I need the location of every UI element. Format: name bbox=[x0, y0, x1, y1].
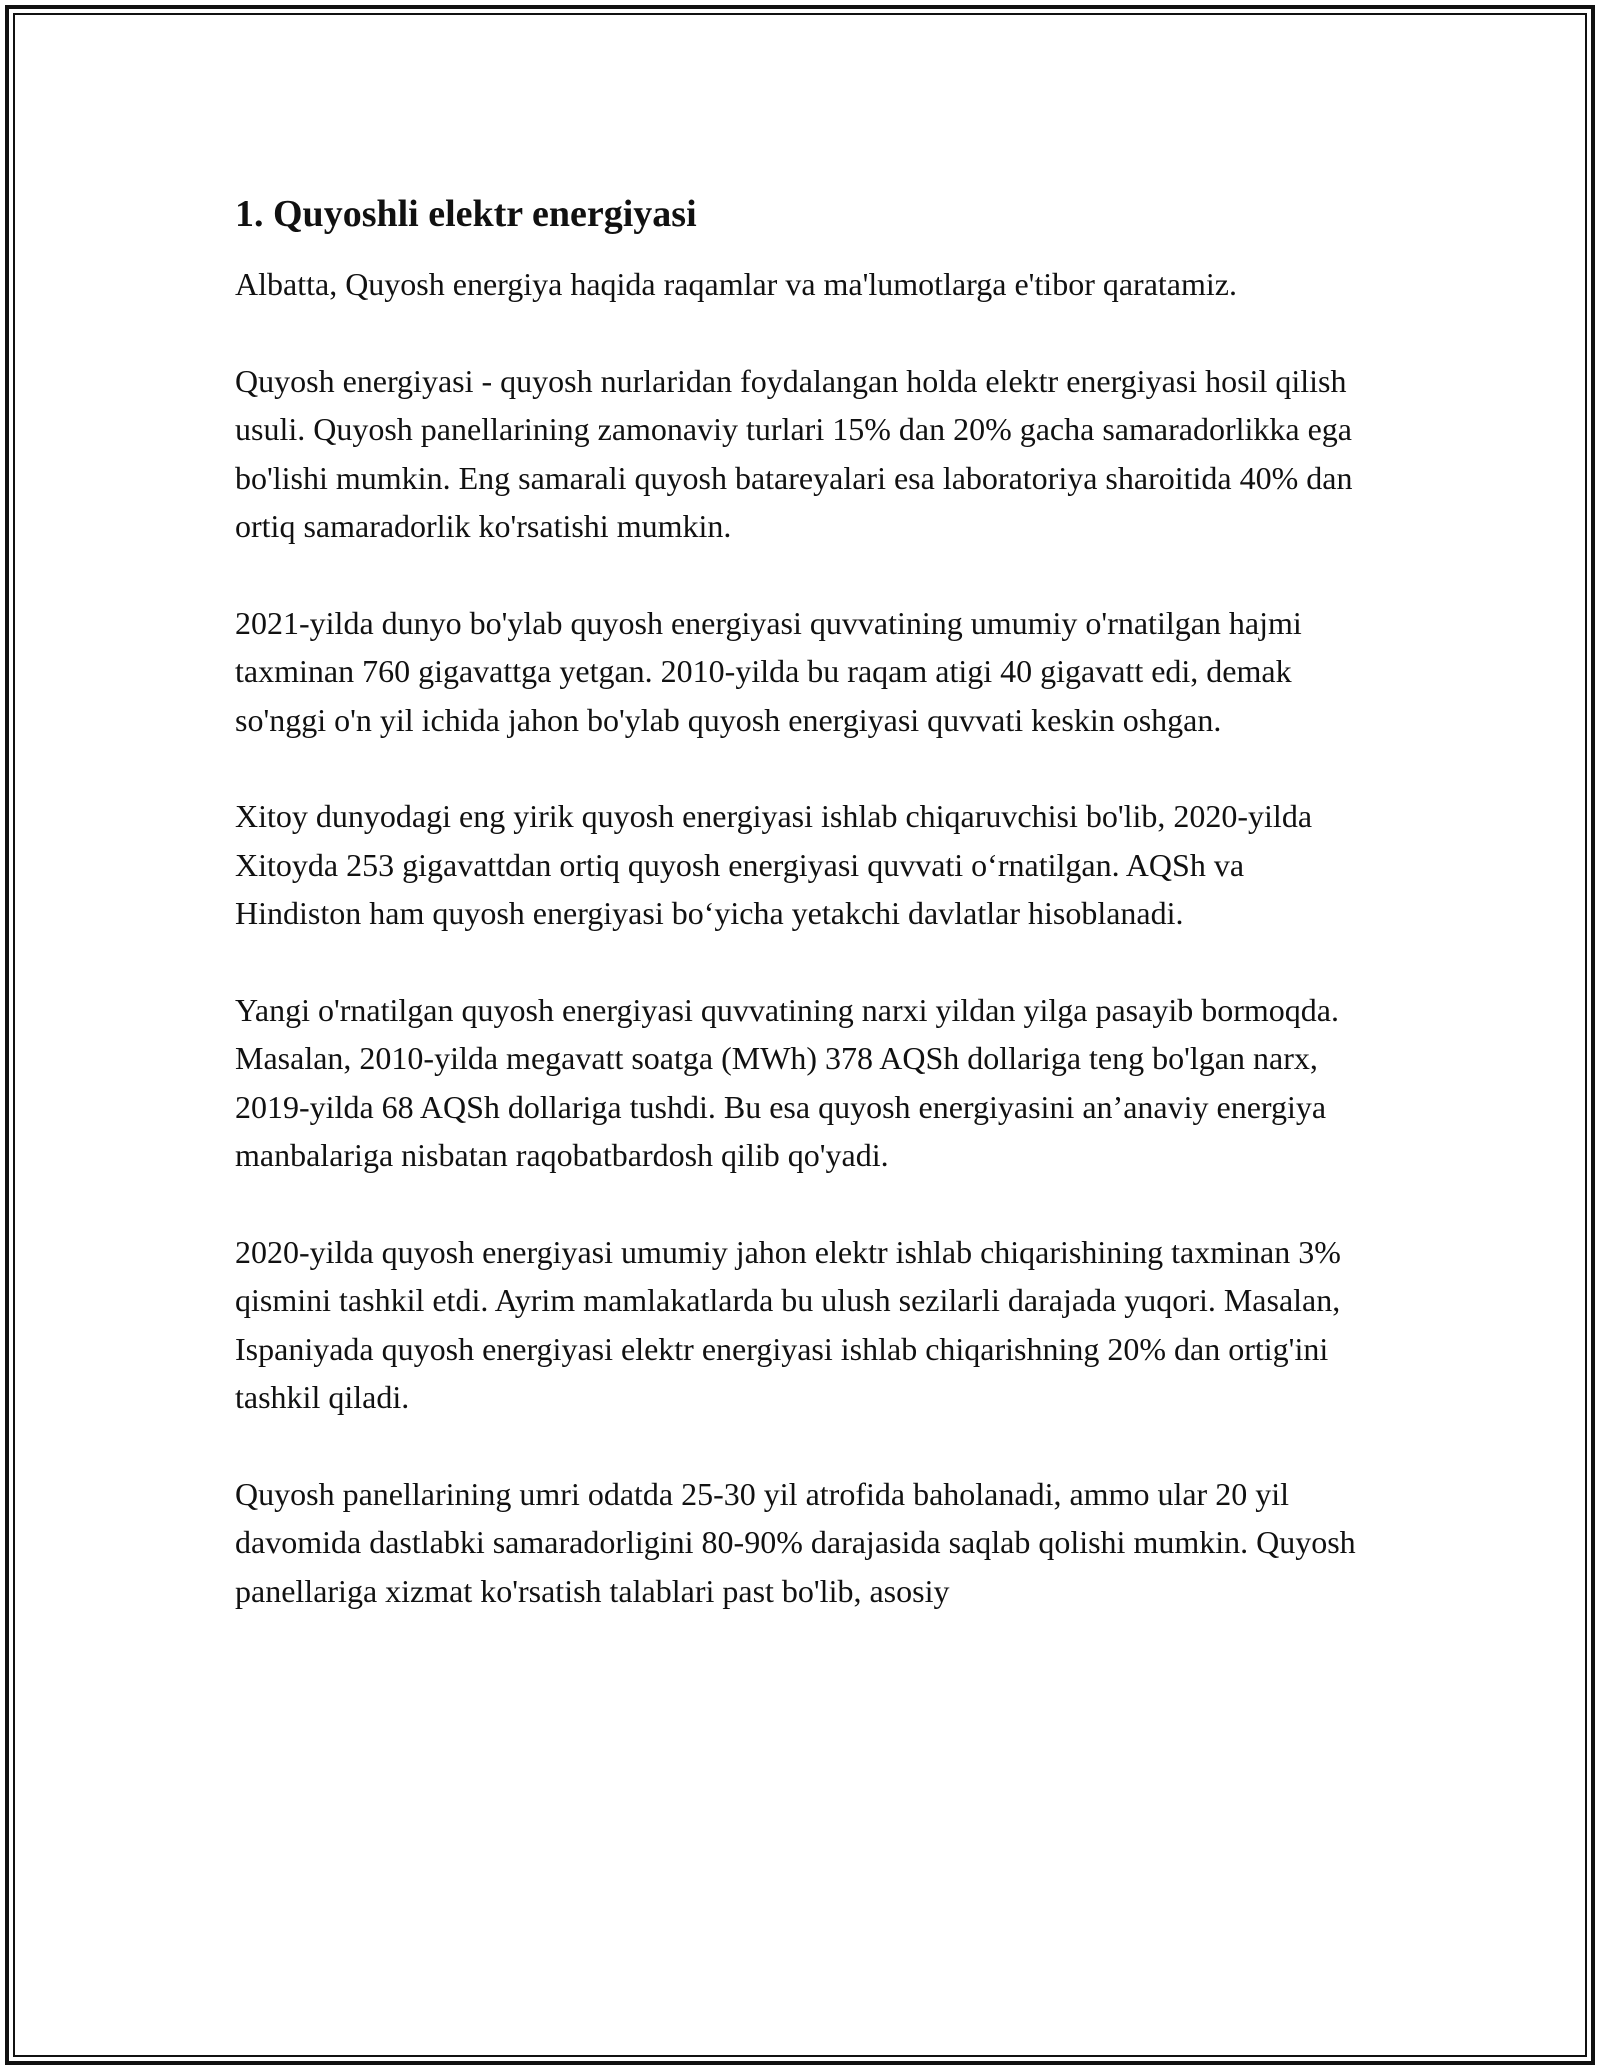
paragraph-definition: Quyosh energiyasi - quyosh nurlaridan foydalangan holda elektr energiyasi hosil qilish usuli. Quyosh panellarining zamonaviy turlari 15% dan 20% gacha samaradorlikka ega bo'lishi mumkin. Eng samarali quyosh batareyalari esa laboratoriya sharoitida 40% dan ortiq samaradorlik ko'rsatishi mumkin. bbox=[235, 362, 1353, 544]
document-body bbox=[235, 190, 1375, 1663]
paragraph-china: Xitoy dunyodagi eng yirik quyosh energiyasi ishlab chiqaruvchisi bo'lib, 2020-yilda Xitoyda 253 gigavattdan ortiq quyosh energiyasi quvvati o‘rnatilgan. AQSh va Hindiston ham quyosh energiyasi bo‘yicha yetakchi davlatlar hisoblanadi. bbox=[235, 798, 1313, 931]
paragraph-lifespan: Quyosh panellarining umri odatda 25-30 yil atrofida baholanadi, ammo ular 20 yil davomida dastlabki samaradorligini 80-90% darajasida saqlab qolishi mumkin. Quyosh panellariga xizmat ko'rsatish talablari past bo'lib, asosiy bbox=[235, 1475, 1356, 1609]
paragraph-share: 2020-yilda quyosh energiyasi umumiy jahon elektr ishlab chiqarishining taxminan 3% qismini tashkil etdi. Ayrim mamlakatlarda bu ulush sezilarli darajada yuqori. Masalan, Ispaniyada quyosh energiyasi elektr energiyasi ishlab chiqarishning 20% dan ortig'ini tashkil qiladi. bbox=[235, 1233, 1341, 1415]
paragraph-intro: Albatta, Quyosh energiya haqida raqamlar va ma'lumotlarga e'tibor qaratamiz. bbox=[235, 266, 1237, 302]
section-heading: 1. Quyoshli elektr energiyasi bbox=[235, 193, 697, 235]
paragraph-global-capacity: 2021-yilda dunyo bo'ylab quyosh energiyasi quvvatining umumiy o'rnatilgan hajmi taxminan 760 gigavattga yetgan. 2010-yilda bu raqam atigi 40 gigavatt edi, demak so'nggi o'n yil ichida jahon bo'ylab quyosh energiyasi quvvati keskin oshgan. bbox=[235, 604, 1302, 738]
paragraph-cost: Yangi o'rnatilgan quyosh energiyasi quvvatining narxi yildan yilga pasayib bormoqda. Masalan, 2010-yilda megavatt soatga (MWh) 378 AQSh dollariga teng bo'lgan narx, 2019-yilda 68 AQSh dollariga tushdi. Bu esa quyosh energiyasini an’anaviy energiya manbalariga nisbatan raqobatbardosh qilib qo'yadi. bbox=[235, 991, 1339, 1173]
